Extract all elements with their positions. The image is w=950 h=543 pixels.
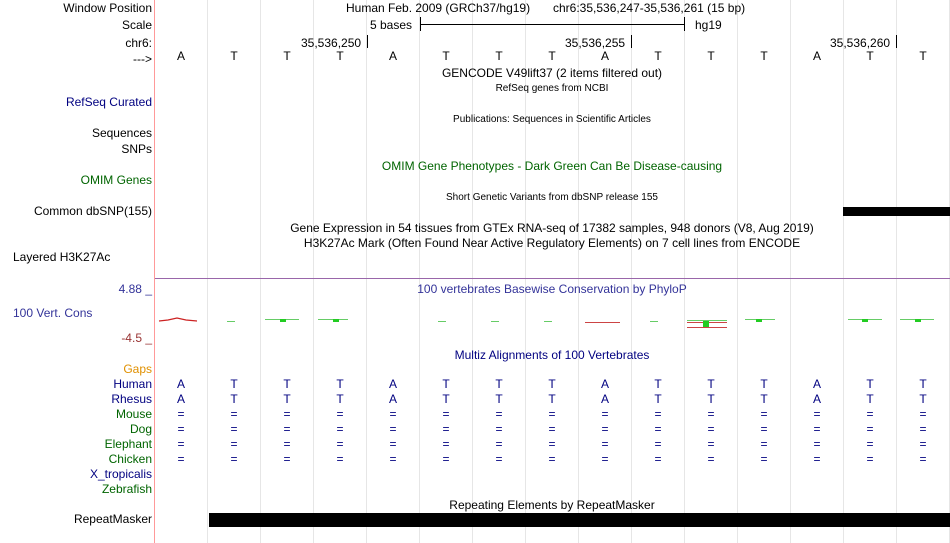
base-letter: T bbox=[495, 392, 503, 406]
base-letter: T bbox=[866, 49, 874, 63]
base-gridline bbox=[260, 0, 261, 543]
tick-label: 35,536,255 bbox=[565, 36, 626, 50]
base-letter: T bbox=[919, 392, 927, 406]
aligned-marker: = bbox=[177, 407, 185, 421]
label-elephant[interactable]: Elephant bbox=[104, 437, 152, 451]
aligned-marker: = bbox=[813, 452, 821, 466]
base-letter: T bbox=[707, 377, 715, 391]
label-cons[interactable]: 100 Vert. Cons bbox=[13, 306, 93, 320]
aligned-marker: = bbox=[389, 437, 397, 451]
aligned-marker: = bbox=[760, 437, 768, 451]
base-letter: T bbox=[495, 377, 503, 391]
base-gridline bbox=[737, 0, 738, 543]
label-chicken[interactable]: Chicken bbox=[108, 452, 152, 466]
aligned-marker: = bbox=[866, 407, 874, 421]
base-letter: T bbox=[548, 392, 556, 406]
base-letter: T bbox=[919, 49, 927, 63]
aligned-marker: = bbox=[813, 407, 821, 421]
track-title-gtex[interactable]: Gene Expression in 54 tissues from GTEx RNA-seq of 17382 samples, 948 donors (V8, Aug 2019) bbox=[290, 221, 814, 235]
base-letter: A bbox=[176, 49, 185, 63]
base-gridline bbox=[790, 0, 791, 543]
label-repeatmasker[interactable]: RepeatMasker bbox=[73, 512, 152, 526]
base-letter: T bbox=[283, 392, 291, 406]
label-refseq[interactable]: RefSeq Curated bbox=[65, 95, 152, 109]
base-gridline bbox=[896, 0, 897, 543]
aligned-marker: = bbox=[760, 452, 768, 466]
base-gridline bbox=[366, 0, 367, 543]
track-title-omim[interactable]: OMIM Gene Phenotypes - Dark Green Can Be Disease-causing bbox=[381, 159, 723, 173]
base-letter: A bbox=[600, 392, 609, 406]
base-letter: T bbox=[230, 392, 238, 406]
tick-label: 35,536,260 bbox=[830, 36, 891, 50]
base-letter: T bbox=[442, 377, 450, 391]
aligned-marker: = bbox=[601, 437, 609, 451]
base-letter: T bbox=[283, 49, 291, 63]
base-letter: A bbox=[176, 377, 185, 391]
aligned-marker: = bbox=[548, 452, 556, 466]
aligned-marker: = bbox=[442, 422, 450, 436]
aligned-marker: = bbox=[707, 437, 715, 451]
phylop-wiggle-graph[interactable] bbox=[155, 310, 950, 335]
base-letter: T bbox=[654, 49, 662, 63]
label-dog[interactable]: Dog bbox=[129, 422, 152, 436]
base-letter: A bbox=[812, 377, 821, 391]
base-letter: T bbox=[866, 392, 874, 406]
label-separator bbox=[154, 0, 155, 543]
base-letter: T bbox=[707, 392, 715, 406]
track-title-repeatmasker[interactable]: Repeating Elements by RepeatMasker bbox=[449, 498, 655, 512]
aligned-marker: = bbox=[601, 407, 609, 421]
base-letter: A bbox=[600, 377, 609, 391]
base-gridline bbox=[472, 0, 473, 543]
label-cons-max: 4.88 _ bbox=[118, 282, 152, 296]
base-letter: T bbox=[336, 392, 344, 406]
base-letter: T bbox=[230, 377, 238, 391]
aligned-marker: = bbox=[760, 407, 768, 421]
label-zebrafish[interactable]: Zebrafish bbox=[101, 482, 152, 496]
track-title-gencode[interactable]: GENCODE V49lift37 (2 items filtered out) bbox=[441, 66, 663, 80]
aligned-marker: = bbox=[283, 422, 291, 436]
aligned-marker: = bbox=[707, 452, 715, 466]
base-letter: A bbox=[388, 377, 397, 391]
base-letter: T bbox=[548, 49, 556, 63]
base-gridline bbox=[419, 0, 420, 543]
base-letter: T bbox=[654, 392, 662, 406]
base-letter: T bbox=[760, 49, 768, 63]
label-rhesus[interactable]: Rhesus bbox=[111, 392, 152, 406]
aligned-marker: = bbox=[707, 407, 715, 421]
base-letter: T bbox=[548, 377, 556, 391]
tick-mark bbox=[896, 35, 897, 48]
label-sequences[interactable]: Sequences bbox=[91, 126, 152, 140]
assembly-title: Human Feb. 2009 (GRCh37/hg19) bbox=[346, 1, 531, 15]
aligned-marker: = bbox=[813, 422, 821, 436]
aligned-marker: = bbox=[866, 422, 874, 436]
track-title-publications[interactable]: Publications: Sequences in Scientific Articles bbox=[453, 114, 651, 125]
label-human[interactable]: Human bbox=[113, 377, 152, 391]
aligned-marker: = bbox=[654, 437, 662, 451]
base-gridline bbox=[207, 0, 208, 543]
base-letter: T bbox=[283, 377, 291, 391]
aligned-marker: = bbox=[707, 422, 715, 436]
repeatmasker-element-bar[interactable] bbox=[209, 513, 950, 527]
base-letter: T bbox=[760, 377, 768, 391]
aligned-marker: = bbox=[548, 437, 556, 451]
aligned-marker: = bbox=[283, 452, 291, 466]
label-xtropicalis[interactable]: X_tropicalis bbox=[89, 467, 152, 481]
dbsnp-variant-bar[interactable] bbox=[843, 207, 950, 216]
aligned-marker: = bbox=[389, 407, 397, 421]
label-scale: Scale bbox=[121, 18, 152, 32]
aligned-marker: = bbox=[919, 437, 927, 451]
phylop-top-line bbox=[155, 278, 950, 279]
label-mouse[interactable]: Mouse bbox=[115, 407, 152, 421]
label-omim[interactable]: OMIM Genes bbox=[80, 173, 152, 187]
base-letter: T bbox=[336, 377, 344, 391]
aligned-marker: = bbox=[760, 422, 768, 436]
scale-db: hg19 bbox=[695, 18, 722, 32]
base-letter: T bbox=[707, 49, 715, 63]
track-title-dbsnp[interactable]: Short Genetic Variants from dbSNP release 155 bbox=[446, 192, 658, 203]
label-dbsnp[interactable]: Common dbSNP(155) bbox=[33, 204, 152, 218]
tick-mark bbox=[367, 35, 368, 48]
aligned-marker: = bbox=[230, 452, 238, 466]
aligned-marker: = bbox=[442, 407, 450, 421]
aligned-marker: = bbox=[336, 452, 344, 466]
aligned-marker: = bbox=[495, 452, 503, 466]
label-h3k27ac[interactable]: Layered H3K27Ac bbox=[13, 250, 111, 264]
base-letter: T bbox=[760, 392, 768, 406]
aligned-marker: = bbox=[442, 452, 450, 466]
aligned-marker: = bbox=[548, 422, 556, 436]
label-cons-min: -4.5 _ bbox=[121, 331, 152, 345]
label-strand[interactable]: ---> bbox=[133, 52, 152, 66]
aligned-marker: = bbox=[548, 407, 556, 421]
base-letter: T bbox=[866, 377, 874, 391]
aligned-marker: = bbox=[919, 422, 927, 436]
base-letter: A bbox=[388, 392, 397, 406]
aligned-marker: = bbox=[866, 452, 874, 466]
aligned-marker: = bbox=[177, 422, 185, 436]
base-gridline bbox=[684, 0, 685, 543]
label-window-position: Window Position bbox=[63, 1, 152, 15]
base-letter: A bbox=[600, 49, 609, 63]
track-title-phylop[interactable]: 100 vertebrates Basewise Conservation by PhyloP bbox=[417, 282, 687, 296]
aligned-marker: = bbox=[919, 407, 927, 421]
base-letter: T bbox=[919, 377, 927, 391]
track-title-refseq[interactable]: RefSeq genes from NCBI bbox=[495, 83, 609, 94]
aligned-marker: = bbox=[495, 437, 503, 451]
label-gaps[interactable]: Gaps bbox=[123, 362, 152, 376]
aligned-marker: = bbox=[601, 452, 609, 466]
aligned-marker: = bbox=[389, 452, 397, 466]
aligned-marker: = bbox=[230, 422, 238, 436]
aligned-marker: = bbox=[230, 407, 238, 421]
aligned-marker: = bbox=[919, 452, 927, 466]
base-letter: A bbox=[812, 49, 821, 63]
base-letter: T bbox=[230, 49, 238, 63]
aligned-marker: = bbox=[601, 422, 609, 436]
aligned-marker: = bbox=[442, 437, 450, 451]
aligned-marker: = bbox=[336, 407, 344, 421]
scale-text: 5 bases bbox=[370, 18, 413, 32]
aligned-marker: = bbox=[813, 437, 821, 451]
base-gridline bbox=[313, 0, 314, 543]
tick-mark bbox=[631, 35, 632, 48]
label-chrom: chr6: bbox=[125, 36, 152, 50]
base-letter: A bbox=[388, 49, 397, 63]
position-readout: chr6:35,536,247-35,536,261 (15 bp) bbox=[553, 1, 746, 15]
base-letter: T bbox=[495, 49, 503, 63]
aligned-marker: = bbox=[177, 452, 185, 466]
aligned-marker: = bbox=[336, 422, 344, 436]
base-letter: A bbox=[812, 392, 821, 406]
track-title-h3k27ac[interactable]: H3K27Ac Mark (Often Found Near Active Regulatory Elements) on 7 cell lines from ENCODE bbox=[303, 236, 801, 250]
aligned-marker: = bbox=[654, 452, 662, 466]
aligned-marker: = bbox=[495, 422, 503, 436]
aligned-marker: = bbox=[495, 407, 503, 421]
label-snps[interactable]: SNPs bbox=[121, 142, 152, 156]
base-letter: T bbox=[442, 392, 450, 406]
track-labels bbox=[0, 0, 154, 543]
base-letter: T bbox=[442, 49, 450, 63]
base-letter: T bbox=[654, 377, 662, 391]
aligned-marker: = bbox=[336, 437, 344, 451]
aligned-marker: = bbox=[389, 422, 397, 436]
base-gridline bbox=[631, 0, 632, 543]
base-gridline bbox=[843, 0, 844, 543]
track-title-multiz[interactable]: Multiz Alignments of 100 Vertebrates bbox=[454, 348, 650, 362]
aligned-marker: = bbox=[654, 407, 662, 421]
aligned-marker: = bbox=[283, 437, 291, 451]
aligned-marker: = bbox=[654, 422, 662, 436]
base-letter: A bbox=[176, 392, 185, 406]
base-letter: T bbox=[336, 49, 344, 63]
aligned-marker: = bbox=[866, 437, 874, 451]
aligned-marker: = bbox=[177, 437, 185, 451]
aligned-marker: = bbox=[283, 407, 291, 421]
tick-label: 35,536,250 bbox=[301, 36, 362, 50]
aligned-marker: = bbox=[230, 437, 238, 451]
